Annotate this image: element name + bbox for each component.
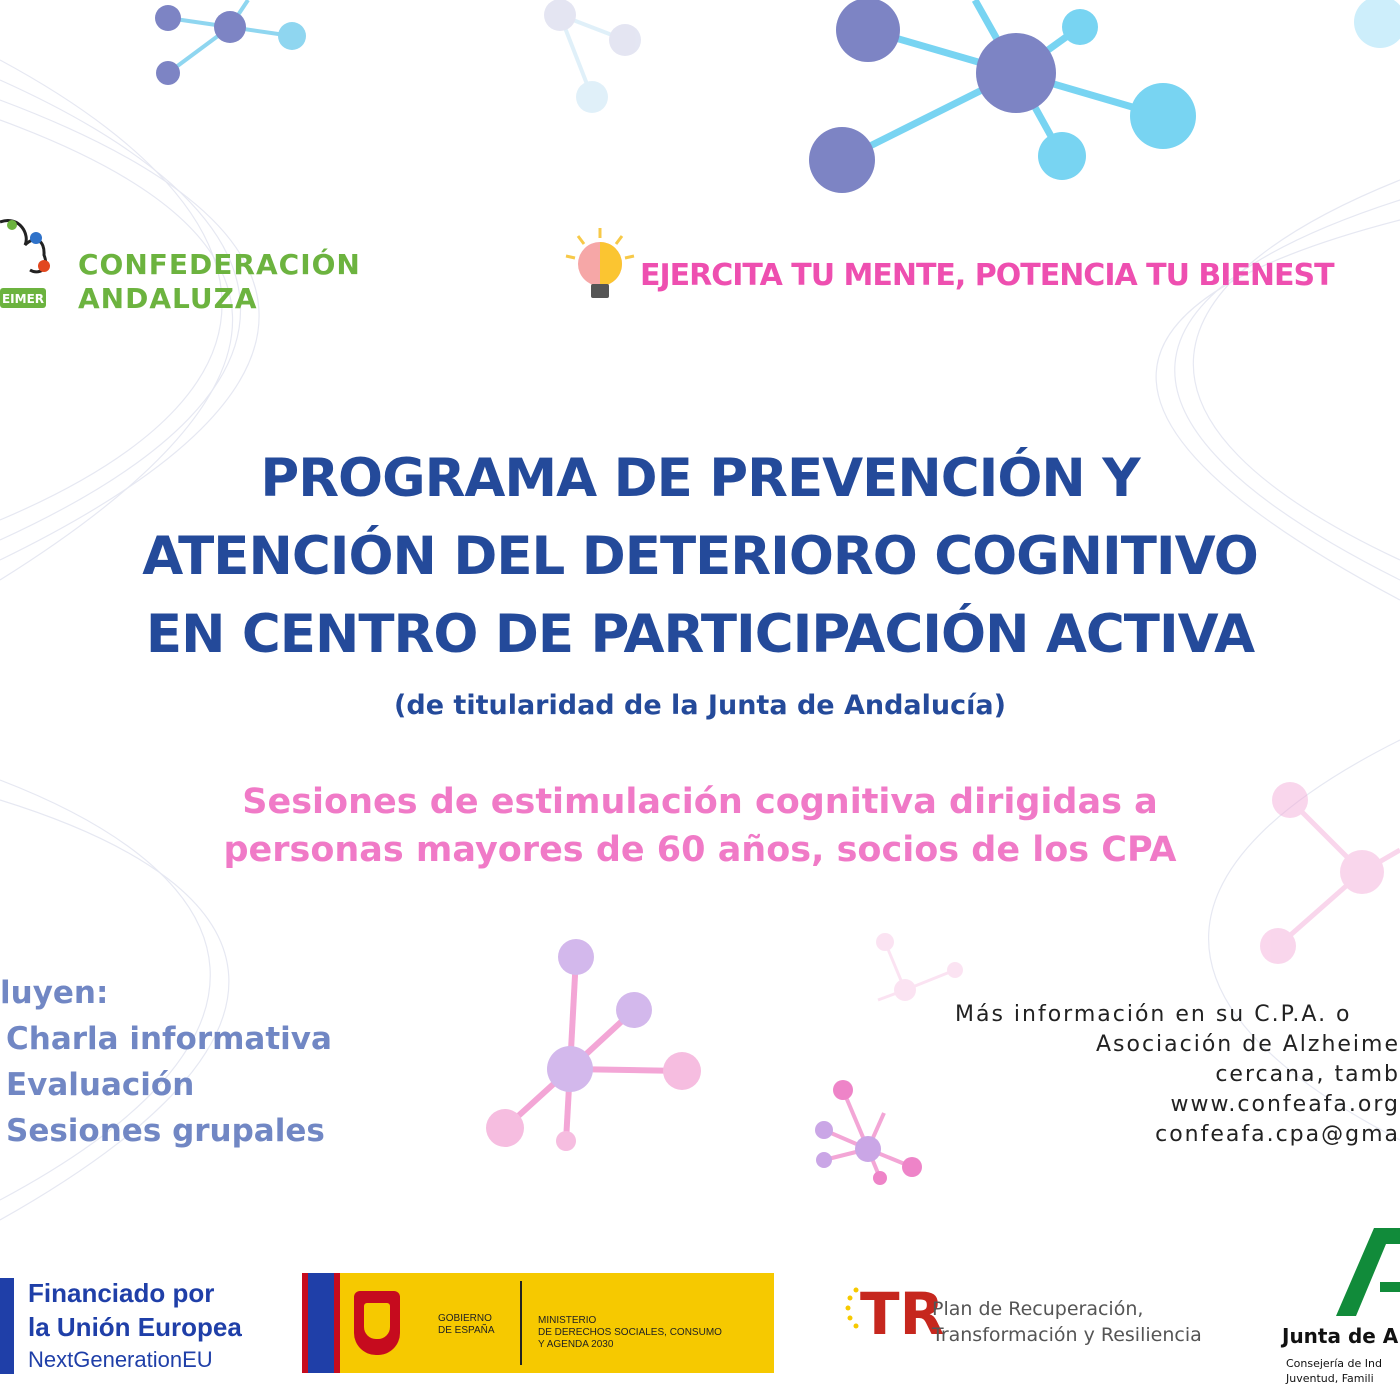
ministry-text bbox=[538, 1315, 722, 1351]
government-text bbox=[438, 1313, 495, 1337]
prtr-line-2: Transformación y Resiliencia bbox=[932, 1324, 1202, 1346]
brand-name bbox=[78, 248, 361, 316]
prtr-logo-icon bbox=[840, 1272, 945, 1348]
gob-line-2: DE ESPAÑA bbox=[438, 1325, 495, 1336]
logo-tag-text: EIMER bbox=[1, 292, 45, 306]
brand-line-2: ANDALUZA bbox=[78, 282, 258, 315]
eu-line-1: Financiado por bbox=[28, 1278, 215, 1308]
info-line-3: cercana, tamb bbox=[1215, 1062, 1400, 1087]
title-line-2: ATENCIÓN DEL DETERIORO COGNITIVO bbox=[142, 526, 1258, 587]
molecule-bottom-center-icon bbox=[486, 939, 701, 1151]
gob-line-1: GOBIERNO bbox=[438, 1313, 492, 1324]
junta-logo-icon bbox=[1336, 1220, 1400, 1316]
eu-funding-logo bbox=[28, 1276, 242, 1376]
lightbulb-icon bbox=[566, 228, 634, 298]
confederation-logo-icon bbox=[0, 220, 50, 308]
ministry-line-3: Y AGENDA 2030 bbox=[538, 1339, 614, 1350]
prtr-line-1: Plan de Recuperación, bbox=[932, 1298, 1144, 1320]
government-logo bbox=[302, 1273, 774, 1373]
ministry-line-1: MINISTERIO bbox=[538, 1315, 597, 1326]
molecule-small-icon bbox=[815, 1080, 922, 1185]
includes-list bbox=[0, 970, 332, 1154]
contact-info bbox=[955, 1000, 1400, 1150]
subtitle: (de titularidad de la Junta de Andalucía) bbox=[394, 690, 1006, 721]
title-line-3: EN CENTRO DE PARTICIPACIÓN ACTIVA bbox=[145, 604, 1255, 665]
junta-name: Junta de A bbox=[1282, 1324, 1399, 1348]
list-item: Sesiones grupales bbox=[6, 1113, 325, 1149]
eu-line-3: NextGenerationEU bbox=[28, 1347, 213, 1372]
brand-line-1: CONFEDERACIÓN bbox=[78, 248, 361, 281]
info-line-2: Asociación de Alzheime bbox=[1095, 1032, 1400, 1057]
divider bbox=[520, 1281, 522, 1365]
sessions-line-1: Sesiones de estimulación cognitiva dirigidas a bbox=[242, 782, 1158, 822]
slogan: EJERCITA TU MENTE, POTENCIA TU BIENEST bbox=[640, 258, 1334, 293]
junta-subtitle bbox=[1286, 1356, 1382, 1386]
molecule-top-left-icon bbox=[155, 0, 306, 85]
junta-sub-line-2: Juventud, Famili bbox=[1286, 1372, 1374, 1385]
eu-line-2: la Unión Europea bbox=[28, 1312, 242, 1342]
includes-heading: luyen: bbox=[0, 975, 109, 1011]
prtr-text bbox=[932, 1296, 1202, 1348]
title-line-1: PROGRAMA DE PREVENCIÓN Y bbox=[260, 448, 1140, 509]
molecule-top-center-icon bbox=[544, 0, 641, 113]
list-item: Evaluación bbox=[6, 1067, 195, 1103]
info-website-link[interactable]: www.confeafa.org bbox=[1170, 1092, 1400, 1117]
coat-of-arms-inner bbox=[364, 1303, 390, 1339]
sessions-line-2: personas mayores de 60 años, socios de los CPA bbox=[223, 830, 1177, 870]
info-email-link[interactable]: confeafa.cpa@gma bbox=[1155, 1122, 1400, 1147]
prtr-logo-text: TR bbox=[860, 1280, 945, 1348]
junta-sub-line-1: Consejería de Ind bbox=[1286, 1357, 1382, 1370]
molecule-faint-icon bbox=[876, 933, 963, 1001]
eu-stars-strip bbox=[308, 1273, 334, 1373]
sessions-description bbox=[0, 778, 1400, 874]
list-item: Charla informativa bbox=[6, 1021, 332, 1057]
ministry-line-2: DE DERECHOS SOCIALES, CONSUMO bbox=[538, 1327, 722, 1338]
page-title bbox=[0, 440, 1400, 674]
molecule-top-right-icon bbox=[809, 0, 1400, 193]
info-line-1: Más información en su C.P.A. o bbox=[955, 1002, 1352, 1027]
eu-flag-icon bbox=[0, 1278, 14, 1374]
